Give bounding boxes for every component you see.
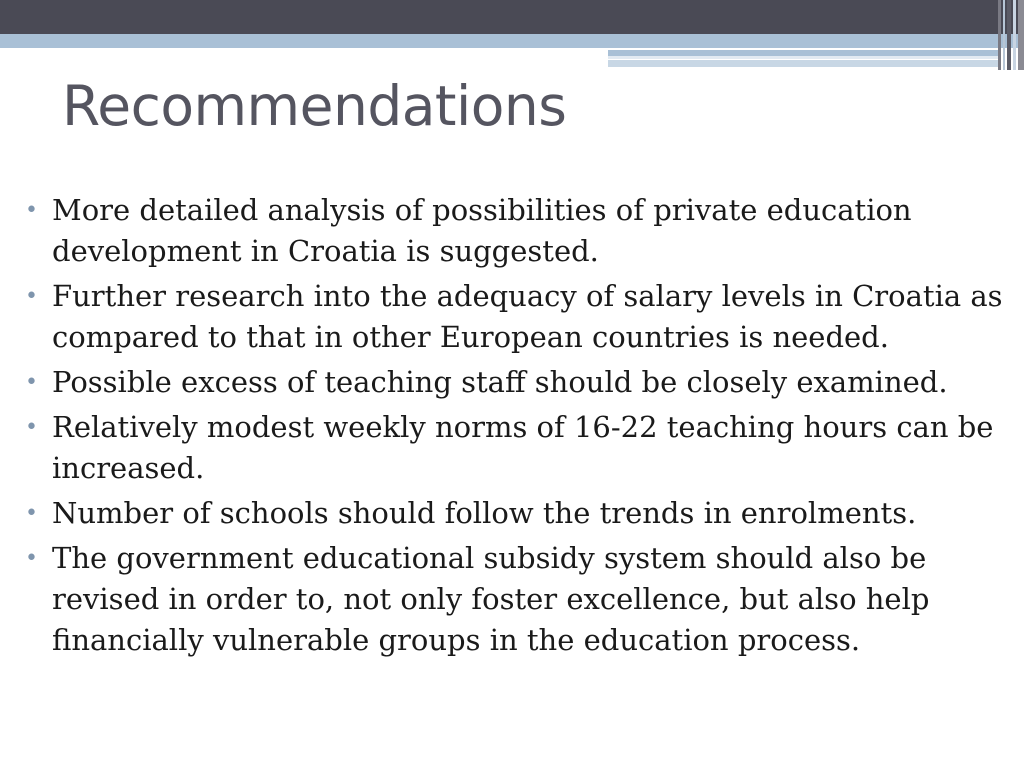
bullet-dot-icon: • [25,415,38,440]
bullet-text: The government educational subsidy system should also be revised in order to, not only foster excellence, but also help financially vulnerable groups in the education process. [52,541,930,657]
bullet-dot-icon: • [25,546,38,571]
bullet-item [22,362,1012,403]
decorative-bar [1013,0,1016,70]
header-vertical-bars [994,0,1024,70]
bullet-item [22,538,1012,661]
bullet-item [22,276,1012,358]
header-dark-band [0,0,1024,34]
header-light-band [0,34,1024,48]
bullet-item [22,190,1012,272]
decorative-bar [998,0,1001,70]
bullet-list [22,190,1012,665]
bullet-dot-icon: • [25,198,38,223]
slide-title: Recommendations [62,74,567,138]
header-accent-line [608,60,998,67]
decorative-bar [1003,0,1005,70]
bullet-text: Number of schools should follow the trends in enrolments. [52,496,917,530]
bullet-dot-icon: • [25,370,38,395]
bullet-item [22,407,1012,489]
bullet-text: Relatively modest weekly norms of 16-22 teaching hours can be increased. [52,410,994,485]
decorative-bar [1018,0,1024,70]
bullet-text: Possible excess of teaching staff should be closely examined. [52,365,948,399]
header-accent-line [608,56,998,59]
bullet-text: More detailed analysis of possibilities of private education development in Croatia is suggested. [52,193,912,268]
bullet-text: Further research into the adequacy of salary levels in Croatia as compared to that in other European countries is needed. [52,279,1003,354]
decorative-bar [1007,0,1011,70]
bullet-item [22,493,1012,534]
bullet-dot-icon: • [25,501,38,526]
bullet-dot-icon: • [25,284,38,309]
